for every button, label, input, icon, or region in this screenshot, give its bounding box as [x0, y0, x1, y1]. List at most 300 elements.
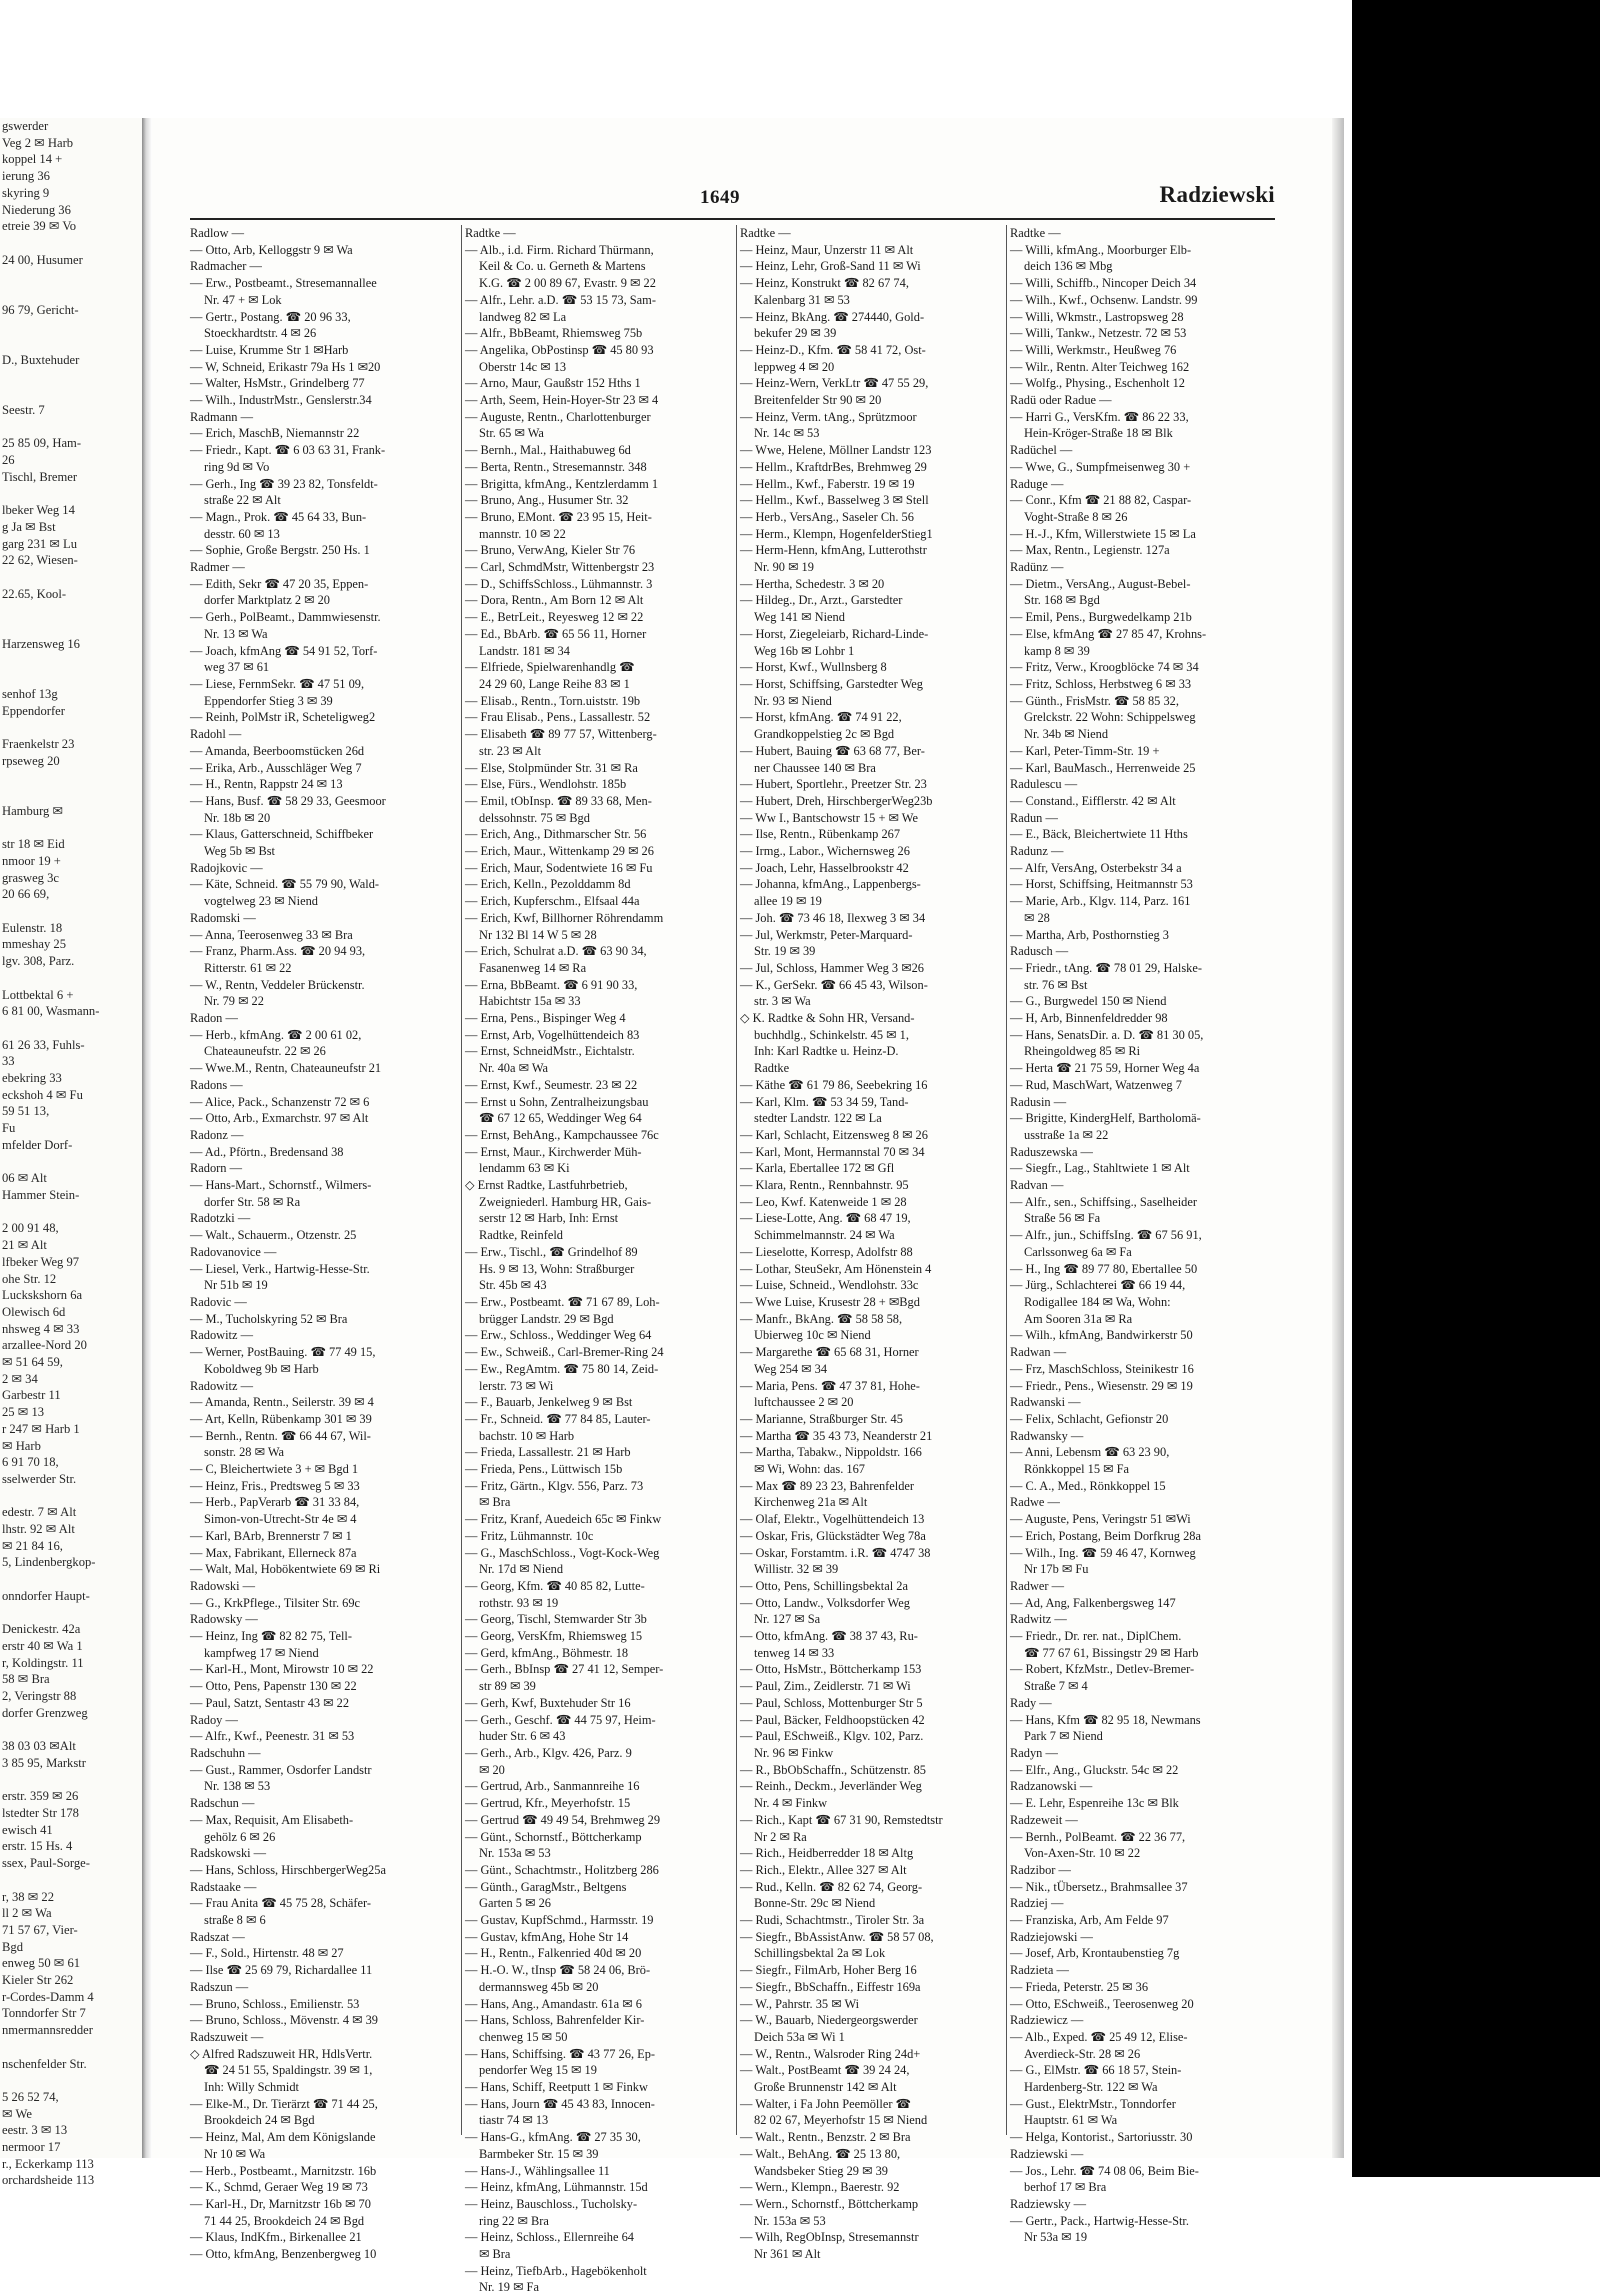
- directory-entry-line: Averdieck-Str. 28 ✉ 26: [1024, 2046, 1141, 2061]
- directory-entry-line: Grandkoppelstieg 2c ✉ Bgd: [754, 727, 895, 742]
- directory-entry-line: straße 22 ✉ Alt: [204, 493, 281, 508]
- directory-entry-line: — Amanda, Rentn., Seilerstr. 39 ✉ 4: [190, 1395, 374, 1410]
- directory-entry-line: — Fritz, Verw., Kroogblöcke 74 ✉ 34: [1010, 660, 1199, 675]
- directory-entry-line: — Marie, Arb., Klgv. 114, Parz. 161: [1010, 894, 1191, 909]
- directory-entry-line: Fasanenweg 14 ✉ Ra: [479, 960, 587, 975]
- directory-entry-line: Grelckstr. 22 Wohn: Schippelsweg: [1024, 710, 1196, 725]
- directory-entry-line: Radzibor —: [1010, 1862, 1071, 1877]
- directory-entry-line: — Max, Fabrikant, Ellerneck 87a: [190, 1545, 357, 1560]
- directory-entry-line: — Heinz, Mal, Am dem Königslande: [190, 2130, 376, 2145]
- directory-entry-line: Nr 2 ✉ Ra: [754, 1829, 807, 1844]
- directory-entry-line: — Horst, Kwf., Wullnsberg 8: [740, 660, 887, 675]
- directory-entry-line: — Anna, Teerosenweg 33 ✉ Bra: [190, 927, 353, 942]
- directory-entry-line: Landstr. 181 ✉ 34: [479, 643, 570, 658]
- directory-entry-line: — Karla, Ebertallee 172 ✉ Gfl: [740, 1161, 895, 1176]
- facing-page-line: [0, 268, 142, 285]
- directory-entry-line: — Bruno, Ang., Husumer Str. 32: [465, 493, 629, 508]
- directory-entry-line: Rheingoldweg 85 ✉ Ri: [1024, 1044, 1141, 1059]
- directory-entry-line: — Wilh, RegObInsp, Stresemannstr: [740, 2230, 919, 2245]
- directory-entry-line: — Hertha, Schedestr. 3 ✉ 20: [740, 576, 885, 591]
- directory-entry-line: — Friedr., Kapt. ☎ 6 03 63 31, Frank-: [190, 443, 386, 458]
- directory-entry-line: — Willi, Tankw., Netzestr. 72 ✉ 53: [1010, 326, 1187, 341]
- directory-entry-line: — Alb., Exped. ☎ 25 49 12, Elise-: [1010, 2029, 1188, 2044]
- facing-page-line: onndorfer Haupt-: [2, 1588, 90, 1603]
- directory-entry-line: — Heinz, Ing ☎ 82 82 75, Tell-: [190, 1629, 352, 1644]
- directory-entry-line: — Liese-Lotte, Ang. ☎ 68 47 19,: [740, 1211, 911, 1226]
- directory-entry-line: — Dietm., VersAng., August-Bebel-: [1010, 576, 1191, 591]
- facing-page-line: [0, 769, 142, 786]
- facing-page-line: 96 79, Gericht-: [2, 302, 79, 317]
- facing-page-line: Eppendorfer: [2, 703, 65, 718]
- facing-page-line: erstr. 15 Hs. 4: [2, 1839, 73, 1854]
- directory-entry-line: 71 44 25, Brookdeich 24 ✉ Bgd: [204, 2213, 365, 2228]
- directory-entry-line: Voght-Straße 8 ✉ 26: [1024, 509, 1128, 524]
- directory-entry-line: — Karl, Klm. ☎ 53 34 59, Tand-: [740, 1094, 909, 1109]
- directory-entry-line: dermannsweg 45b ✉ 20: [479, 1979, 599, 1994]
- directory-entry-line: straße 8 ✉ 6: [204, 1913, 266, 1928]
- directory-entry-line: stedter Landstr. 122 ✉ La: [754, 1111, 882, 1126]
- directory-entry-line: — Fritz, Kranf, Auedeich 65c ✉ Finkw: [465, 1512, 662, 1527]
- directory-entry-line: — Conr., Kfm ☎ 21 88 82, Caspar-: [1010, 493, 1192, 508]
- directory-entry-line: — Gerh., Ing ☎ 39 23 82, Tonsfeldt-: [190, 476, 378, 491]
- facing-page-line: Tonndorfer Str 7: [2, 2006, 86, 2021]
- facing-page-line: 59 51 13,: [2, 1104, 50, 1119]
- directory-column-4: [1010, 225, 1278, 2245]
- directory-entry-line: — Horst, Ziegeleiarb, Richard-Linde-: [740, 626, 929, 641]
- directory-entry-line: — K., GerSekr. ☎ 66 45 43, Wilson-: [740, 977, 928, 992]
- facing-page-line: 26: [2, 453, 15, 468]
- directory-entry-line: — Erich, Kelln., Pezolddamm 8d: [465, 877, 631, 892]
- directory-entry-line: — Ernst, Kwf., Seumestr. 23 ✉ 22: [465, 1077, 638, 1092]
- directory-entry-line: Chateauneufstr. 22 ✉ 26: [204, 1044, 326, 1059]
- directory-entry-line: Hardenberg-Str. 122 ✉ Wa: [1024, 2080, 1158, 2095]
- directory-entry-line: — Heinz, kfmAng, Lühmannstr. 15d: [465, 2180, 648, 2195]
- directory-entry-line: ner Chaussee 140 ✉ Bra: [754, 760, 876, 775]
- directory-entry-line: — E., BetrLeit., Reyesweg 12 ✉ 22: [465, 610, 644, 625]
- directory-entry-line: — Klara, Rentn., Rennbahnstr. 95: [740, 1178, 909, 1193]
- directory-entry-line: bachstr. 10 ✉ Harb: [479, 1428, 575, 1443]
- facing-page-line: [0, 2072, 142, 2089]
- directory-entry-line: — Liesel, Verk., Hartwig-Hesse-Str.: [190, 1261, 370, 1276]
- directory-entry-line: Radtke —: [1010, 226, 1061, 240]
- directory-entry-line: — Brigitta, kfmAng., Kentzlerdamm 1: [465, 476, 659, 491]
- directory-entry-line: Stoeckhardtstr. 4 ✉ 26: [204, 326, 317, 341]
- directory-entry-line: — Elisabeth ☎ 89 77 57, Wittenberg-: [465, 727, 657, 742]
- facing-page-line: [0, 1605, 142, 1622]
- directory-entry-line: — Arno, Maur, Gaußstr 152 Hths 1: [465, 376, 641, 391]
- directory-entry-line: Raduge —: [1010, 476, 1064, 491]
- facing-page-line: ewisch 41: [2, 1822, 53, 1837]
- directory-entry-line: — Karl, BauMasch., Herrenweide 25: [1010, 760, 1196, 775]
- directory-entry-line: ✉ 20: [479, 1762, 505, 1777]
- directory-entry-line: Rodigallee 184 ✉ Wa, Wohn:: [1024, 1295, 1171, 1309]
- directory-entry-line: Bonne-Str. 29c ✉ Niend: [754, 1896, 876, 1911]
- directory-entry-line: deich 136 ✉ Mbg: [1024, 259, 1113, 274]
- directory-entry-line: Große Brunnenstr 142 ✉ Alt: [754, 2080, 897, 2095]
- directory-entry-line: — H., Ing ☎ 89 77 80, Ebertallee 50: [1010, 1261, 1198, 1276]
- directory-entry-line: — Joach, Lehr, Hasselbrookstr 42: [740, 860, 909, 875]
- directory-entry-line: — Reinh, PolMstr iR, Scheteligweg2: [190, 710, 376, 725]
- directory-entry-line: — Siegfr., BbSchaffn., Eiffestr 169a: [740, 1979, 921, 1994]
- facing-page-line: ierung 36: [2, 169, 50, 184]
- directory-entry-line: — Martha, Tabakw., Nippoldstr. 166: [740, 1445, 922, 1460]
- facing-page-line: Bgd: [2, 1939, 23, 1954]
- directory-entry-line: Radskowski —: [190, 1846, 267, 1861]
- directory-entry-line: — Jul, Schloss, Hammer Weg 3 ✉26: [740, 960, 924, 975]
- directory-entry-line: Hein-Kröger-Straße 18 ✉ Blk: [1024, 426, 1173, 441]
- facing-page-line: ll 2 ✉ Wa: [2, 1906, 52, 1921]
- directory-entry-line: Radschuhn —: [190, 1745, 261, 1760]
- directory-entry-line: — Hellm., Kwf., Faberstr. 19 ✉ 19: [740, 476, 915, 491]
- directory-entry-line: — Otto, Arb., Exmarchstr. 97 ✉ Alt: [190, 1111, 369, 1126]
- directory-column-3: [740, 225, 1008, 2262]
- directory-entry-line: — Karl, Schlacht, Eitzensweg 8 ✉ 26: [740, 1127, 928, 1142]
- directory-entry-line: — F., Bauarb, Jenkelweg 9 ✉ Bst: [465, 1395, 633, 1410]
- directory-entry-line: — Otto, Pens, Schillingsbektal 2a: [740, 1578, 908, 1593]
- directory-entry-line: Carlssonweg 6a ✉ Fa: [1024, 1244, 1132, 1259]
- directory-entry-line: — Ernst u Sohn, Zentralheizungsbau: [465, 1094, 649, 1109]
- directory-entry-line: — Walt, Mal, Hobökentwiete 69 ✉ Ri: [190, 1562, 381, 1577]
- directory-entry-line: Weg 16b ✉ Lohbr 1: [754, 643, 855, 658]
- directory-entry-line: — Horst, Schiffsing, Garstedter Weg: [740, 676, 923, 691]
- directory-entry-line: — C, Bleichertwiete 3 + ✉ Bgd 1: [190, 1462, 359, 1477]
- directory-entry-line: — Günth., FrisMstr. ☎ 58 85 32,: [1010, 693, 1179, 708]
- directory-entry-line: Kalenbarg 31 ✉ 53: [754, 292, 850, 307]
- directory-entry-line: — Frieda, Peterstr. 25 ✉ 36: [1010, 1979, 1149, 1994]
- directory-entry-line: Radusin —: [1010, 1094, 1067, 1109]
- directory-entry-line: Nr 53a ✉ 19: [1024, 2230, 1088, 2245]
- directory-entry-line: — Paul, ESchweiß., Klgv. 102, Parz.: [740, 1729, 924, 1744]
- directory-entry-line: — Günt., Schachtmstr., Holitzberg 286: [465, 1862, 659, 1877]
- directory-entry-line: — Nik., tÜbersetz., Brahmsallee 37: [1010, 1879, 1188, 1894]
- directory-entry-line: — Ernst, Maur., Kirchwerder Müh-: [465, 1144, 642, 1159]
- directory-entry-line: Hauptstr. 61 ✉ Wa: [1024, 2113, 1118, 2128]
- facing-page-line: 22 62, Wiesen-: [2, 553, 78, 568]
- directory-entry-line: — Rich., Kapt ☎ 67 31 90, Remstedtstr: [740, 1812, 943, 1827]
- directory-entry-line: chenweg 15 ✉ 50: [479, 2029, 568, 2044]
- facing-page-line: r, 38 ✉ 22: [2, 1889, 55, 1904]
- directory-entry-line: Radtke, Reinfeld: [479, 1228, 563, 1243]
- directory-entry-line: Deich 53a ✉ Wi 1: [754, 2029, 845, 2044]
- directory-entry-line: — Ilse, Rentn., Rübenkamp 267: [740, 827, 901, 842]
- facing-page-line: [0, 653, 142, 670]
- directory-entry-line: luftchaussee 2 ✉ 20: [754, 1395, 854, 1410]
- directory-entry-line: — W., Bauarb, Niedergeorgswerder: [740, 2013, 918, 2028]
- directory-entry-line: Inh: Karl Radtke u. Heinz-D.: [754, 1044, 899, 1059]
- directory-entry-line: Von-Axen-Str. 10 ✉ 22: [1024, 1846, 1141, 1861]
- directory-entry-line: — Erich, Kwf, Billhorner Röhrendamm: [465, 910, 664, 925]
- directory-entry-line: — Ernst, SchneidMstr., Eichtalstr.: [465, 1044, 635, 1059]
- directory-entry-line: — Erw., Tischl., ☎ Grindelhof 89: [465, 1244, 638, 1259]
- facing-page-line: mfelder Dorf-: [2, 1137, 73, 1152]
- directory-entry-line: Radovic —: [190, 1295, 247, 1309]
- directory-entry-line: — Erich, Kupferschm., Elfsaal 44a: [465, 894, 640, 909]
- directory-entry-line: ✉ Wi, Wohn: das. 167: [754, 1462, 865, 1477]
- directory-entry-line: Radszun —: [190, 1979, 249, 1994]
- facing-page-line: nmermannsredder: [2, 2023, 93, 2038]
- directory-entry-line: Str. 45b ✉ 43: [479, 1278, 547, 1293]
- directory-entry-line: Ubierweg 10c ✉ Niend: [754, 1328, 871, 1343]
- facing-page-line: 58 ✉ Bra: [2, 1672, 50, 1687]
- directory-entry-line: Radun —: [1010, 810, 1058, 825]
- directory-entry-line: — Hubert, Bauing ☎ 63 68 77, Ber-: [740, 743, 925, 758]
- directory-entry-line: Radlow —: [190, 226, 245, 240]
- directory-entry-line: — Lieselotte, Korresp, Adolfstr 88: [740, 1244, 913, 1259]
- directory-entry-line: — Käthe ☎ 61 79 86, Seebekring 16: [740, 1077, 928, 1092]
- directory-entry-line: Ritterstr. 61 ✉ 22: [204, 960, 292, 975]
- directory-entry-line: — Wilr., Rentn. Alter Teichweg 162: [1010, 359, 1190, 374]
- directory-entry-line: Radziewicz —: [1010, 2013, 1084, 2028]
- directory-entry-line: — Georg, Kfm. ☎ 40 85 82, Lutte-: [465, 1578, 645, 1593]
- directory-entry-line: — Gertr., Pack., Hartwig-Hesse-Str.: [1010, 2213, 1189, 2228]
- directory-entry-line: — Siegfr., FilmArb, Hoher Berg 16: [740, 1963, 917, 1978]
- directory-entry-line: Radmann —: [190, 409, 253, 424]
- directory-entry-line: Nr. 13 ✉ Wa: [204, 626, 268, 641]
- directory-entry-line: Willistr. 32 ✉ 39: [754, 1562, 839, 1577]
- facing-page-line: 2, Veringstr 88: [2, 1689, 77, 1704]
- directory-entry-line: — Hubert, Dreh, HirschbergerWeg23b: [740, 793, 933, 808]
- facing-page-line: ✉ 51 64 59,: [2, 1355, 63, 1370]
- directory-entry-line: Radwanski —: [1010, 1395, 1081, 1410]
- directory-entry-line: delssohnstr. 75 ✉ Bgd: [479, 810, 590, 825]
- facing-page-line: [0, 1154, 142, 1171]
- facing-page-line: [0, 1571, 142, 1588]
- directory-entry-line: — Ad, Ang, Falkenbergsweg 147: [1010, 1595, 1176, 1610]
- directory-entry-line: — Otto, kfmAng. ☎ 38 37 43, Ru-: [740, 1629, 918, 1644]
- directory-entry-line: Nr. 90 ✉ 19: [754, 560, 814, 575]
- directory-entry-line: — Angelika, ObPostinsp ☎ 45 80 93: [465, 342, 654, 357]
- directory-entry-line: — Irmg., Labor., Wichernsweg 26: [740, 844, 910, 859]
- directory-entry-line: — Rud, MaschWart, Watzenweg 7: [1010, 1077, 1182, 1092]
- directory-entry-line: ring 22 ✉ Bra: [479, 2213, 549, 2228]
- directory-entry-line: berhof 17 ✉ Bra: [1024, 2180, 1107, 2195]
- directory-entry-line: Radonz —: [190, 1127, 244, 1142]
- facing-page-line: Lottbektal 6 +: [2, 987, 74, 1002]
- facing-page-line: 06 ✉ Alt: [2, 1171, 47, 1186]
- directory-entry-line: Keil & Co. u. Gerneth & Martens: [479, 259, 646, 274]
- directory-entry-line: — Elfr., Ang., Gluckstr. 54c ✉ 22: [1010, 1762, 1179, 1777]
- directory-entry-line: str. 23 ✉ Alt: [479, 743, 542, 758]
- facing-page-line: [0, 1872, 142, 1889]
- directory-entry-line: — Herb., Postbeamt., Marnitzstr. 16b: [190, 2163, 377, 2178]
- directory-entry-line: — Rich., Elektr., Allee 327 ✉ Alt: [740, 1862, 907, 1877]
- facing-page-line: ✉ 21 84 16,: [2, 1538, 63, 1553]
- directory-entry-line: Radowitz —: [190, 1378, 253, 1393]
- directory-entry-line: Nr. 40a ✉ Wa: [479, 1061, 549, 1076]
- directory-entry-line: — Luise, Krumme Str 1 ✉Harb: [190, 342, 349, 357]
- facing-page-line: lgv. 308, Parz.: [2, 954, 75, 969]
- facing-page-line: grasweg 3c: [2, 870, 59, 885]
- directory-entry-line: dorfer Str. 58 ✉ Ra: [204, 1194, 301, 1209]
- directory-entry-line: — Hans, Schloss, HirschbergerWeg25a: [190, 1862, 386, 1877]
- directory-entry-line: Nr 361 ✉ Alt: [754, 2247, 821, 2262]
- directory-entry-line: Radmacher —: [190, 259, 262, 274]
- directory-entry-line: — Wilh., IndustrMstr., Genslerstr.34: [190, 393, 372, 408]
- directory-entry-line: — Friedr., tAng. ☎ 78 01 29, Halske-: [1010, 960, 1202, 975]
- directory-entry-line: — Hans, Busf. ☎ 58 29 33, Geesmoor: [190, 793, 386, 808]
- directory-entry-line: — Joach, kfmAng ☎ 54 91 52, Torf-: [190, 643, 378, 658]
- directory-entry-line: — Heinz, Verm. tAng., Sprützmoor: [740, 409, 917, 424]
- directory-entry-line: Am Sooren 31a ✉ Ra: [1024, 1311, 1133, 1326]
- facing-page-line: Eulenstr. 18: [2, 920, 63, 935]
- directory-entry-line: leppweg 4 ✉ 20: [754, 359, 835, 374]
- directory-entry-line: Str. 19 ✉ 39: [754, 944, 816, 959]
- directory-entry-line: 24 29 60, Lange Reihe 83 ✉ 1: [479, 676, 630, 691]
- directory-entry-line: — H, Arb, Binnenfeldredder 98: [1010, 1011, 1168, 1026]
- directory-entry-line: — Frieda, Lassallestr. 21 ✉ Harb: [465, 1445, 631, 1460]
- directory-entry-line: Inh: Willy Schmidt: [204, 2080, 299, 2095]
- directory-entry-line: sonstr. 28 ✉ Wa: [204, 1445, 285, 1460]
- directory-entry-line: — H., Rentn., Falkenried 40d ✉ 20: [465, 1946, 642, 1961]
- directory-entry-line: — Karl-H., Mont, Mirowstr 10 ✉ 22: [190, 1662, 374, 1677]
- directory-entry-line: — Frau Anita ☎ 45 75 28, Schäfer-: [190, 1896, 372, 1911]
- directory-entry-line: — Otto, Landw., Volksdorfer Weg: [740, 1595, 910, 1610]
- directory-entry-line: Habichtstr 15a ✉ 33: [479, 994, 581, 1009]
- directory-entry-line: — Alb., i.d. Firm. Richard Thürmann,: [465, 242, 654, 257]
- facing-page-line: ✉ Harb: [2, 1438, 41, 1453]
- directory-entry-line: — Heinz, Fris., Predtsweg 5 ✉ 33: [190, 1478, 360, 1493]
- directory-entry-line: Radwe —: [1010, 1495, 1060, 1510]
- facing-page-line: [0, 786, 142, 803]
- directory-entry-line: — Jürg., Schlachterei ☎ 66 19 44,: [1010, 1278, 1186, 1293]
- directory-entry-line: dorfer Marktplatz 2 ✉ 20: [204, 593, 330, 608]
- directory-entry-line: str. 76 ✉ Bst: [1024, 977, 1088, 992]
- directory-entry-line: — Liese, FernmSekr. ☎ 47 51 09,: [190, 676, 365, 691]
- directory-entry-line: gehölz 6 ✉ 26: [204, 1829, 276, 1844]
- directory-entry-line: — W., Rentn., Walsroder Ring 24d+: [740, 2046, 921, 2061]
- directory-entry-line: — Brigitte, KindergHelf, Bartholomä-: [1010, 1111, 1201, 1126]
- directory-entry-line: — H.-O. W., tInsp ☎ 58 24 06, Brö-: [465, 1963, 651, 1978]
- directory-entry-line: — Wwe, G., Sumpfmeisenweg 30 +: [1010, 459, 1191, 474]
- directory-entry-line: — Gertrud, Arb., Sanmannreihe 16: [465, 1779, 640, 1794]
- directory-entry-line: str 89 ✉ 39: [479, 1679, 536, 1694]
- directory-entry-line: Nr. 34b ✉ Niend: [1024, 727, 1109, 742]
- directory-entry-line: huder Str. 6 ✉ 43: [479, 1729, 566, 1744]
- directory-entry-line: — Fritz, Gärtn., Klgv. 556, Parz. 73: [465, 1478, 644, 1493]
- facing-page-line: 20 66 69,: [2, 887, 50, 902]
- directory-entry-line: — Fritz, Schloss, Herbstweg 6 ✉ 33: [1010, 676, 1192, 691]
- directory-entry-line: — Franziska, Arb, Am Felde 97: [1010, 1913, 1169, 1928]
- directory-entry-line: ◇ K. Radtke & Sohn HR, Versand-: [740, 1011, 915, 1026]
- directory-entry-line: ☎ 77 67 61, Bissingstr 29 ✉ Harb: [1024, 1645, 1199, 1660]
- facing-page-line: [0, 820, 142, 837]
- directory-entry-line: — Heinz, Maur, Unzerstr 11 ✉ Alt: [740, 242, 914, 257]
- directory-entry-line: Nr 17b ✉ Fu: [1024, 1562, 1089, 1577]
- directory-entry-line: — Gust., Rammer, Osdorfer Landstr: [190, 1762, 372, 1777]
- facing-page-line: erstr 40 ✉ Wa 1: [2, 1638, 83, 1653]
- directory-entry-line: ring 9d ✉ Vo: [204, 459, 270, 474]
- directory-entry-line: — Manfr., BkAng. ☎ 58 58 58,: [740, 1311, 903, 1326]
- page-number: 1649: [700, 187, 740, 208]
- directory-entry-line: — Gerh, Kwf, Buxtehuder Str 16: [465, 1695, 631, 1710]
- directory-entry-line: — Walter, HsMstr., Grindelberg 77: [190, 376, 365, 391]
- directory-entry-line: Radü oder Radue —: [1010, 393, 1112, 408]
- directory-entry-line: — Max ☎ 89 23 23, Bahrenfelder: [740, 1478, 915, 1493]
- directory-entry-line: Nr. 4 ✉ Finkw: [754, 1796, 828, 1811]
- directory-entry-line: — Hans, Ang., Amandastr. 61a ✉ 6: [465, 1996, 642, 2011]
- directory-entry-line: — Gerh., PolBeamt., Dammwiesenstr.: [190, 610, 381, 625]
- directory-entry-line: Radusch —: [1010, 944, 1069, 959]
- directory-entry-line: Str. 65 ✉ Wa: [479, 426, 544, 441]
- directory-entry-line: Weg 254 ✉ 34: [754, 1361, 828, 1376]
- directory-entry-line: — Gustav, kfmAng, Hohe Str 14: [465, 1929, 629, 1944]
- directory-entry-line: — Else, Fürs., Wendlohstr. 185b: [465, 777, 627, 792]
- directory-entry-line: — Heinz, Konstrukt ☎ 82 67 74,: [740, 276, 909, 291]
- directory-entry-line: — Herb., PapVerarb ☎ 31 33 84,: [190, 1495, 360, 1510]
- directory-entry-line: — Max, Requisit, Am Elisabeth-: [190, 1812, 354, 1827]
- directory-entry-line: — Heinz, TiefbArb., Hagebökenholt: [465, 2263, 647, 2278]
- directory-entry-line: Weg 141 ✉ Niend: [754, 610, 845, 625]
- facing-page-line: [0, 285, 142, 302]
- directory-entry-line: — Walt., BehAng. ☎ 25 13 80,: [740, 2146, 901, 2161]
- facing-page-line: [0, 669, 142, 686]
- directory-entry-line: — Bernh., Mal., Haithabuweg 6d: [465, 443, 631, 458]
- directory-entry-line: Hs. 9 ✉ 13, Wohn: Straßburger: [479, 1261, 635, 1276]
- directory-entry-line: Eppendorfer Stieg 3 ✉ 39: [204, 693, 333, 708]
- directory-entry-line: — Erika, Arb., Ausschläger Weg 7: [190, 760, 362, 775]
- directory-entry-line: — Hellm., Kwf., Basselweg 3 ✉ Stell: [740, 493, 929, 508]
- directory-entry-line: — Alfr, VersAng, Osterbekstr 34 a: [1010, 860, 1182, 875]
- directory-entry-line: — Wilh., Ing. ☎ 59 46 47, Kornweg: [1010, 1545, 1196, 1560]
- facing-page-line: Harzensweg 16: [2, 636, 80, 651]
- directory-entry-line: Nr. 17d ✉ Niend: [479, 1562, 564, 1577]
- directory-entry-line: — Fr., Schneid. ☎ 77 84 85, Lauter-: [465, 1411, 651, 1426]
- directory-entry-line: — Erich, MaschB, Niemannstr 22: [190, 426, 360, 441]
- directory-entry-line: — Willi, Werkmstr., Heußweg 76: [1010, 342, 1177, 357]
- directory-entry-line: — Arth, Seem, Hein-Hoyer-Str 23 ✉ 4: [465, 393, 659, 408]
- directory-entry-line: allee 19 ✉ 19: [754, 894, 822, 909]
- directory-entry-line: — Walt., Schauerm., Otzenstr. 25: [190, 1228, 357, 1243]
- directory-entry-line: — Wolfg., Physing., Eschenholt 12: [1010, 376, 1185, 391]
- facing-page-line: enweg 50 ✉ 61: [2, 1956, 81, 1971]
- directory-entry-line: — Wwe.M., Rentn, Chateauneufstr 21: [190, 1061, 382, 1076]
- directory-entry-line: — Hans, SenatsDir. a. D. ☎ 81 30 05,: [1010, 1027, 1204, 1042]
- facing-page-line: Hammer Stein-: [2, 1188, 80, 1202]
- book-gutter: [142, 118, 152, 2158]
- directory-entry-line: Radwansky —: [1010, 1428, 1084, 1443]
- facing-page-line: [0, 1204, 142, 1221]
- directory-entry-line: — Elke-M., Dr. Tierärzt ☎ 71 44 25,: [190, 2096, 378, 2111]
- directory-entry-line: — K., Schmd, Geraer Weg 19 ✉ 73: [190, 2180, 368, 2195]
- directory-entry-line: Oberstr 14c ✉ 13: [479, 359, 567, 374]
- facing-page-line: Niederung 36: [2, 202, 71, 217]
- directory-entry-line: — Berta, Rentn., Stresemannstr. 348: [465, 459, 647, 474]
- directory-entry-line: Radstaake —: [190, 1879, 257, 1894]
- facing-page-line: g Ja ✉ Bst: [2, 519, 56, 534]
- facing-page-line: [0, 1772, 142, 1789]
- facing-page-fragment: [0, 118, 143, 2188]
- directory-entry-line: — Gertrud ☎ 49 49 54, Brehmweg 29: [465, 1812, 661, 1827]
- directory-entry-line: — Franz, Pharm.Ass. ☎ 20 94 93,: [190, 944, 366, 959]
- facing-page-line: nhsweg 4 ✉ 33: [2, 1321, 80, 1336]
- directory-entry-line: lendamm 63 ✉ Ki: [479, 1161, 570, 1176]
- directory-entry-line: — Siegfr., Lag., Stahltwiete 1 ✉ Alt: [1010, 1161, 1190, 1176]
- facing-page-line: rpseweg 20: [2, 753, 60, 768]
- directory-entry-line: Brookdeich 24 ✉ Bgd: [204, 2113, 315, 2128]
- directory-entry-line: — Karl, BArb, Brennerstr 7 ✉ 1: [190, 1528, 352, 1543]
- directory-entry-line: Nr 132 Bl 14 W 5 ✉ 28: [479, 927, 597, 942]
- facing-page-line: 38 03 03 ✉Alt: [2, 1739, 76, 1754]
- directory-entry-line: — Erw., Postbeamt., Stresemannallee: [190, 276, 377, 291]
- directory-entry-line: Nr. 79 ✉ 22: [204, 994, 264, 1009]
- directory-entry-line: — Gerh., Geschf. ☎ 44 75 97, Heim-: [465, 1712, 656, 1727]
- directory-entry-line: — Herm-Henn, kfmAng, Lutterothstr: [740, 543, 927, 558]
- directory-entry-line: — Frieda, Pens., Lüttwisch 15b: [465, 1462, 623, 1477]
- directory-entry-line: — C. A., Med., Rönkkoppel 15: [1010, 1478, 1166, 1493]
- facing-page-line: 5, Lindenbergkop-: [2, 1555, 96, 1570]
- facing-page-line: [0, 1722, 142, 1739]
- directory-entry-line: ◇ Ernst Radtke, Lastfuhrbetrieb,: [465, 1178, 628, 1193]
